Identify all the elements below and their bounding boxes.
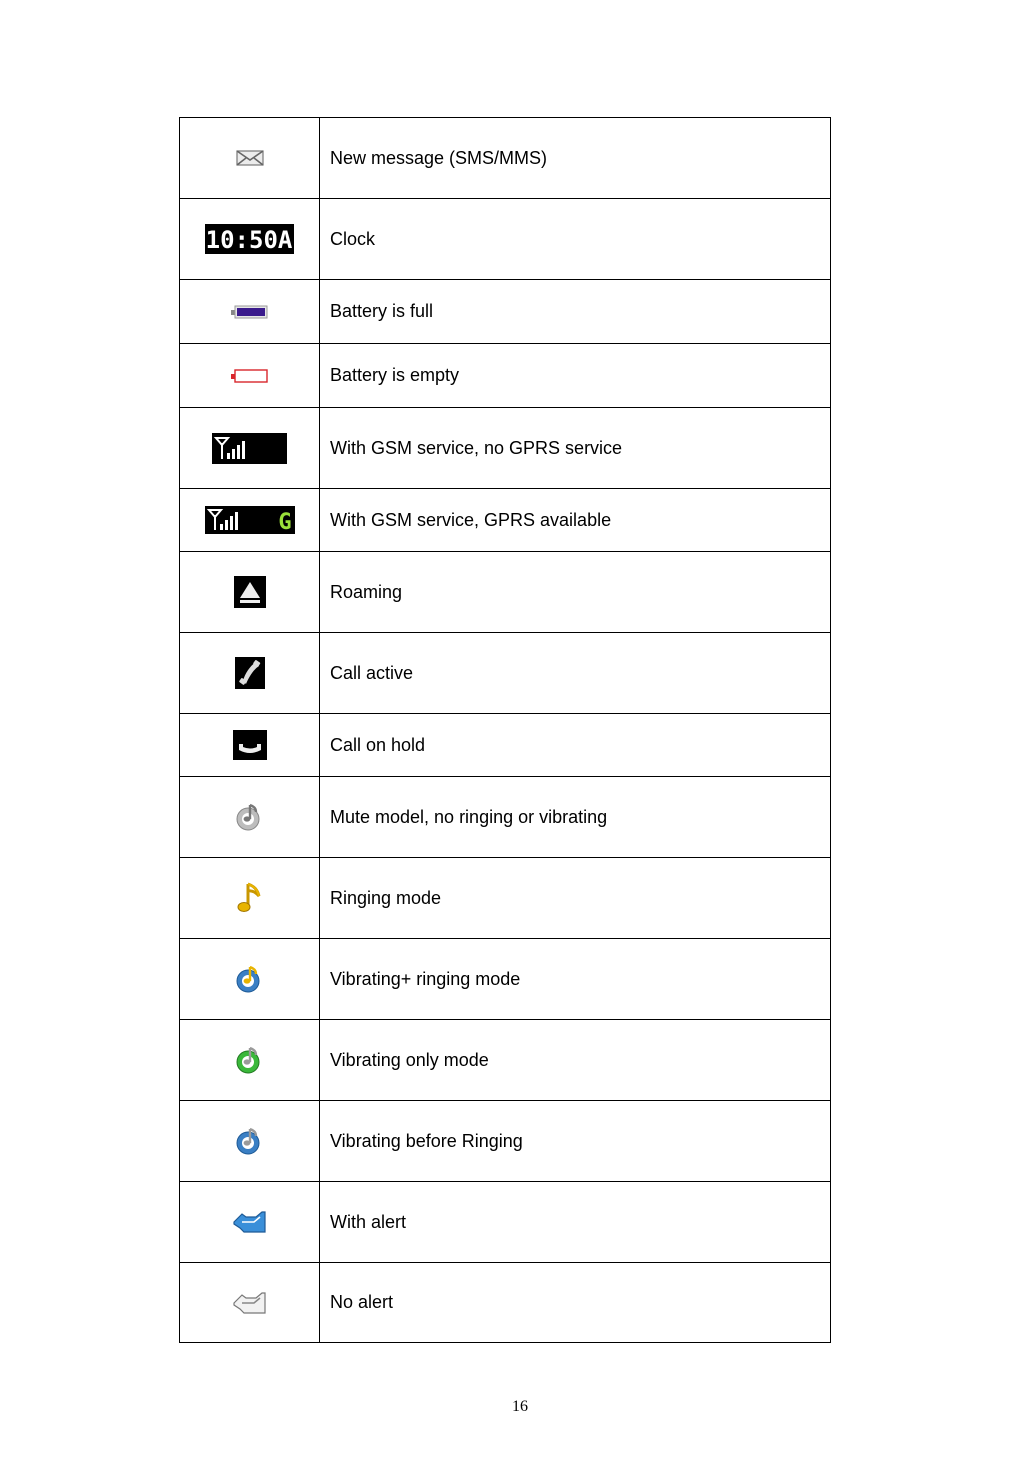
table-row — [180, 199, 831, 280]
icon-cell — [180, 939, 320, 1020]
icon-cell — [180, 344, 320, 408]
description-cell: With alert — [320, 1182, 831, 1263]
ringing-mode-icon — [235, 880, 265, 916]
table-row — [180, 1020, 831, 1101]
description-cell: Call active — [320, 633, 831, 714]
icon-cell — [180, 280, 320, 344]
icon-cell — [180, 714, 320, 777]
description-cell: New message (SMS/MMS) — [320, 118, 831, 199]
battery-empty-icon — [231, 368, 269, 384]
description-cell: Clock — [320, 199, 831, 280]
description-cell: With GSM service, GPRS available — [320, 489, 831, 552]
icon-cell — [180, 1101, 320, 1182]
gsm-gprs-signal-icon — [205, 506, 295, 534]
icon-cell — [180, 1182, 320, 1263]
table-row — [180, 633, 831, 714]
table-row — [180, 1263, 831, 1343]
table-row — [180, 118, 831, 199]
call-on-hold-icon — [233, 730, 267, 760]
description-cell: Ringing mode — [320, 858, 831, 939]
description-cell: Battery is empty — [320, 344, 831, 408]
mute-mode-icon — [234, 801, 266, 833]
icon-cell — [180, 777, 320, 858]
description-cell: Call on hold — [320, 714, 831, 777]
table-row — [180, 939, 831, 1020]
table-row — [180, 1101, 831, 1182]
gprs-letter: G — [277, 510, 292, 534]
table-row — [180, 777, 831, 858]
icon-cell — [180, 118, 320, 199]
icon-cell — [180, 1020, 320, 1101]
table-row — [180, 1182, 831, 1263]
battery-full-icon — [231, 304, 269, 320]
new-message-icon — [234, 146, 266, 170]
status-icons-table — [179, 117, 831, 1343]
icon-cell — [180, 489, 320, 552]
icon-cell — [180, 199, 320, 280]
description-cell: With GSM service, no GPRS service — [320, 408, 831, 489]
clock-icon — [205, 224, 294, 254]
icon-cell — [180, 858, 320, 939]
vibrating-only-mode-icon — [234, 1044, 266, 1076]
description-cell: Roaming — [320, 552, 831, 633]
roaming-icon — [234, 576, 266, 608]
icon-cell — [180, 552, 320, 633]
table-row — [180, 552, 831, 633]
icon-cell — [180, 1263, 320, 1343]
table-row — [180, 344, 831, 408]
table-row — [180, 489, 831, 552]
description-cell: No alert — [320, 1263, 831, 1343]
no-alert-icon — [232, 1289, 268, 1317]
description-cell: Vibrating+ ringing mode — [320, 939, 831, 1020]
clock-icon-text: 10:50A — [205, 226, 293, 254]
description-cell: Battery is full — [320, 280, 831, 344]
icon-cell — [180, 408, 320, 489]
with-alert-icon — [232, 1208, 268, 1236]
page-number: 16 — [512, 1398, 528, 1415]
table-row — [180, 858, 831, 939]
description-cell: Vibrating before Ringing — [320, 1101, 831, 1182]
vibrating-ringing-mode-icon — [234, 963, 266, 995]
call-active-icon — [235, 657, 265, 689]
description-cell: Vibrating only mode — [320, 1020, 831, 1101]
icon-cell — [180, 633, 320, 714]
table-row — [180, 408, 831, 489]
vibrating-before-ringing-icon — [234, 1125, 266, 1157]
table-row — [180, 280, 831, 344]
description-cell: Mute model, no ringing or vibrating — [320, 777, 831, 858]
table-row — [180, 714, 831, 777]
gsm-signal-icon — [212, 433, 287, 464]
